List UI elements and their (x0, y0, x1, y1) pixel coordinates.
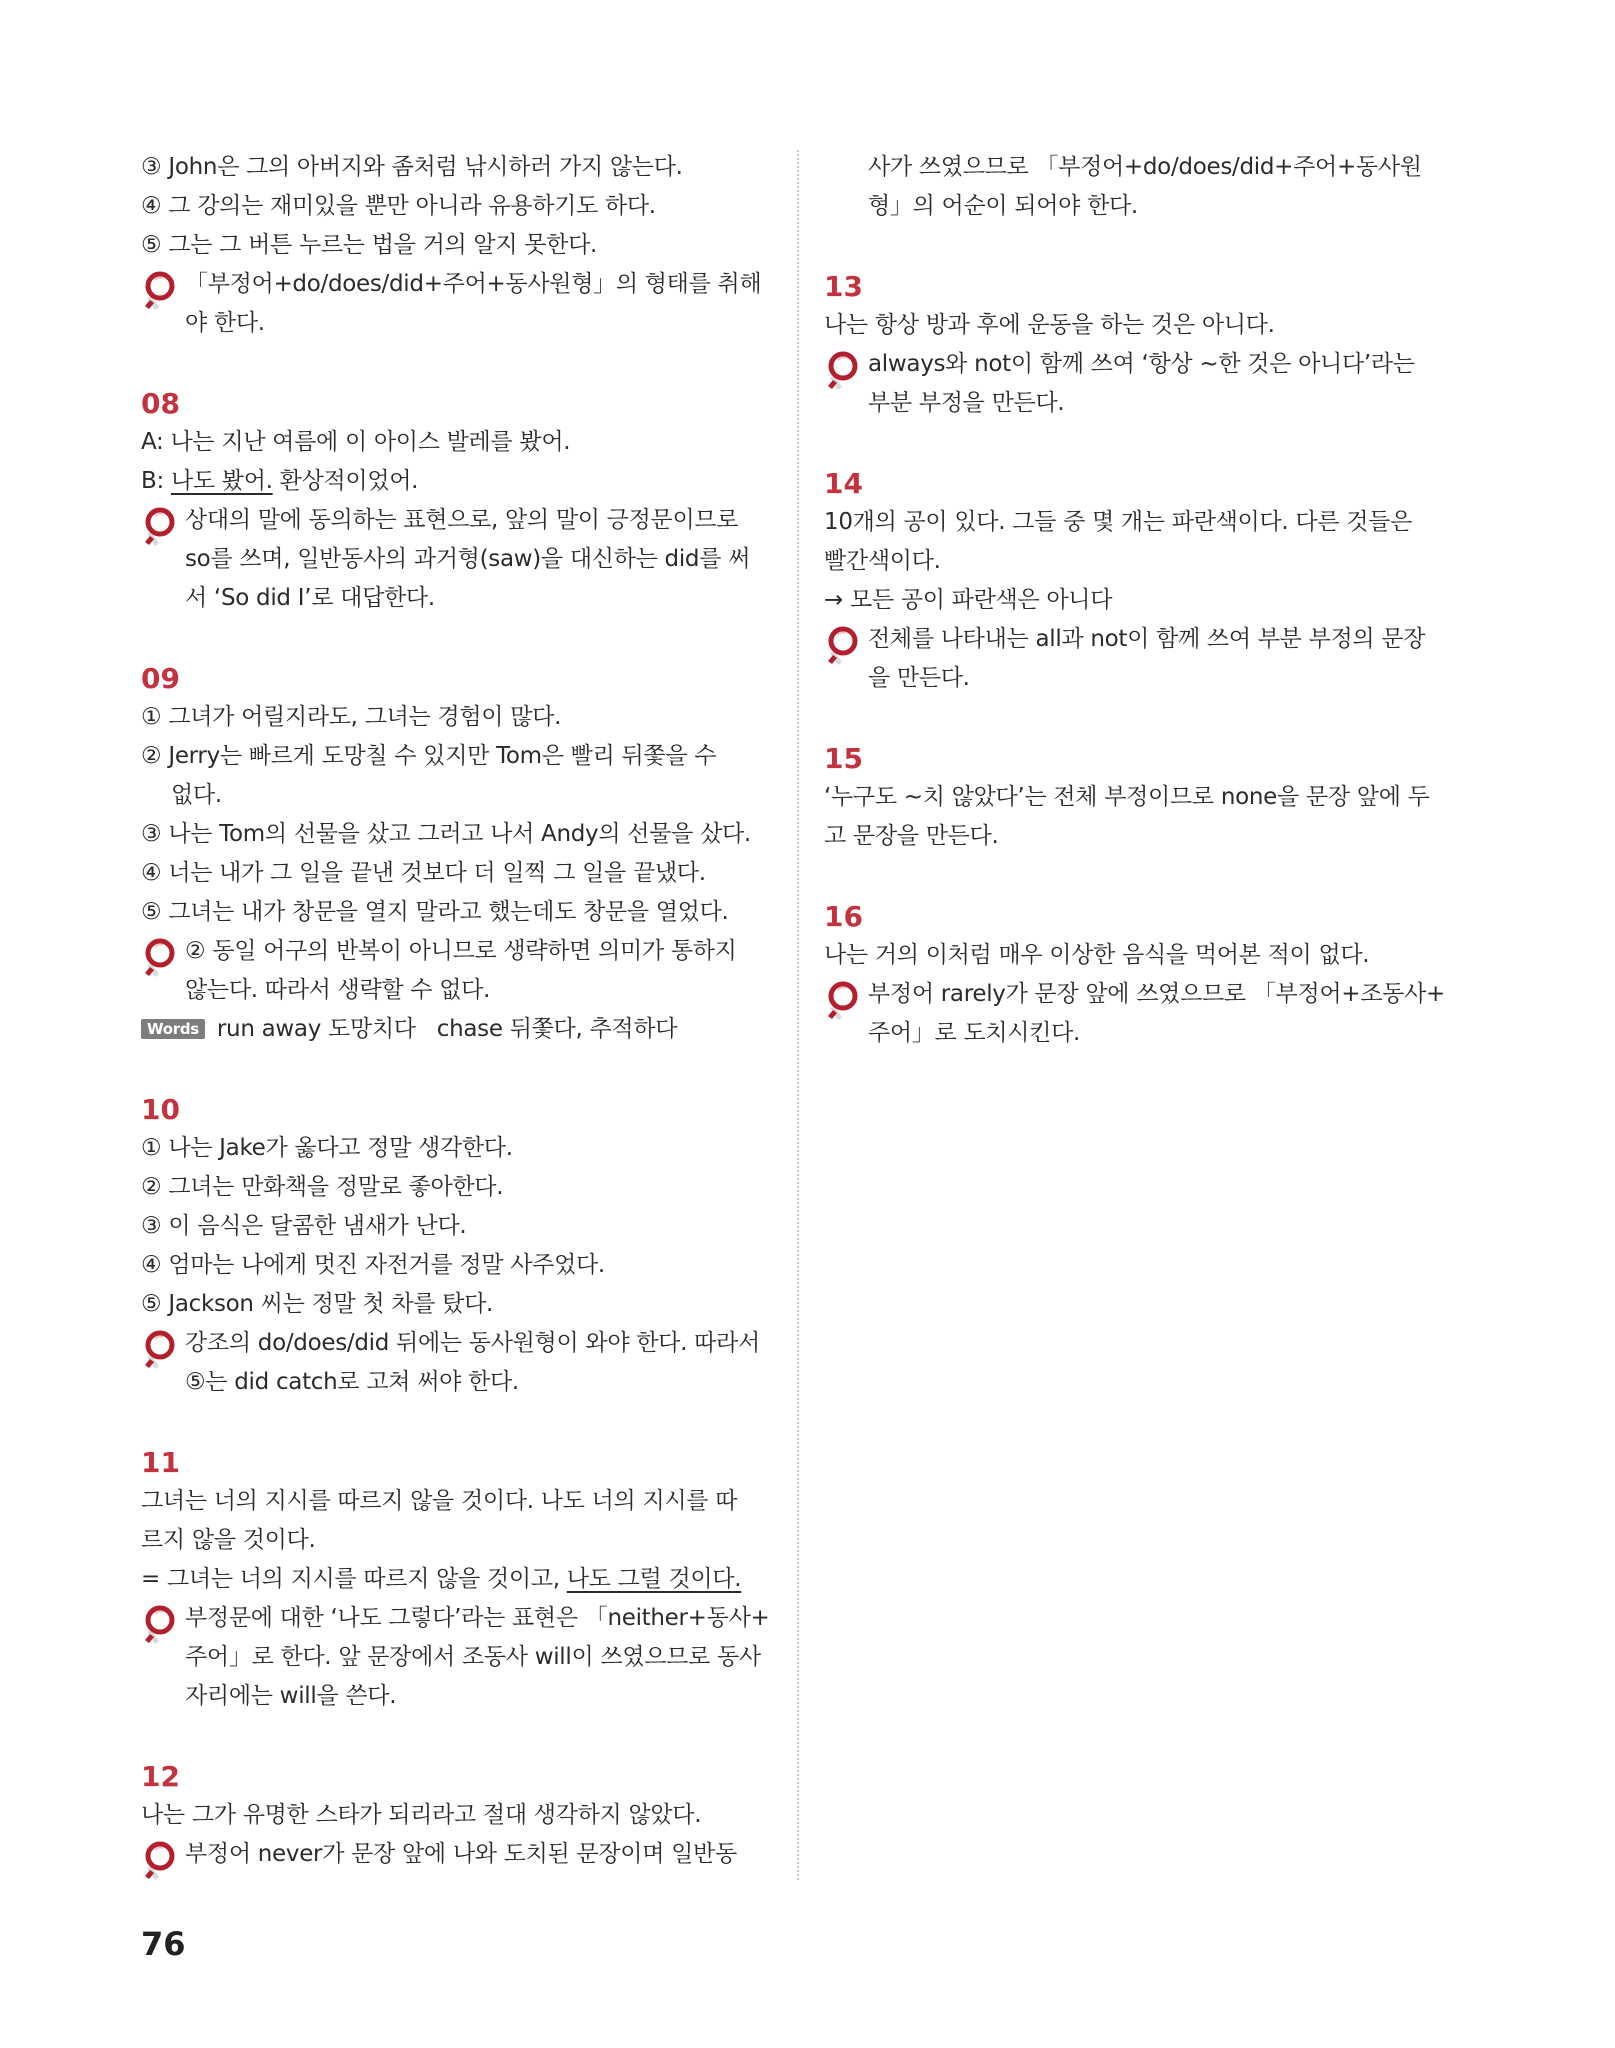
tip-line: 서 ‘So did I’로 대답한다. (185, 585, 435, 611)
tip-line: 않는다. 따라서 생략할 수 없다. (185, 977, 491, 1003)
translation-line: 그녀는 너의 지시를 따르지 않을 것이다. 나도 너의 지시를 따 (141, 1488, 738, 1514)
answer-item: ④ 너는 내가 그 일을 끝낸 것보다 더 일찍 그 일을 끝냈다. (141, 860, 706, 886)
underlined-answer: 나도 봤어. (170, 468, 273, 494)
answer-item: ③ 이 음식은 달콤한 냄새가 난다. (141, 1213, 467, 1239)
tip-block (824, 620, 1456, 698)
dialogue-line (141, 462, 773, 501)
left-column (141, 148, 773, 1874)
translation-line: 10개의 공이 있다. 그들 중 몇 개는 파란색이다. 다른 것들은 (824, 509, 1412, 535)
tip-line: 야 한다. (185, 310, 265, 336)
tip-line: always와 not이 함께 쓰여 ‘항상 ~한 것은 아니다’라는 (868, 351, 1415, 377)
tip-line: ② 동일 어구의 반복이 아니므로 생략하면 의미가 통하지 (185, 938, 737, 964)
dialogue-rest: 환상적이었어. (272, 468, 419, 494)
explanation-line: 고 문장을 만든다. (824, 823, 999, 849)
page-number: 76 (141, 1925, 186, 1963)
answer-item: ⑤ Jackson 씨는 정말 첫 차를 탔다. (141, 1291, 494, 1317)
equivalence-prefix: = 그녀는 너의 지시를 따르지 않을 것이고, (141, 1566, 567, 1592)
answer-item: ⑤ 그는 그 버튼 누르는 법을 거의 알지 못한다. (141, 232, 598, 258)
explanation-line: ‘누구도 ~치 않았다’는 전체 부정이므로 none을 문장 앞에 두 (824, 784, 1430, 810)
answer-item: ④ 엄마는 나에게 멋진 자전거를 정말 사주었다. (141, 1252, 605, 1278)
tip-line: 부정어 rarely가 문장 앞에 쓰였으므로 「부정어+조동사+ (868, 981, 1445, 1007)
tip-block (141, 265, 773, 343)
question-number: 13 (824, 270, 863, 303)
right-column (824, 148, 1456, 1053)
question-number: 16 (824, 900, 863, 933)
tip-line: 전체를 나타내는 all과 not이 함께 쓰여 부분 부정의 문장 (868, 626, 1426, 652)
translation-line: 나는 그가 유명한 스타가 되리라고 절대 생각하지 않았다. (141, 1802, 702, 1828)
tip-block (824, 345, 1456, 423)
underlined-answer: 나도 그럴 것이다. (566, 1566, 742, 1592)
answer-item: ③ 나는 Tom의 선물을 샀고 그러고 나서 Andy의 선물을 샀다. (141, 821, 751, 847)
tip-line: ⑤는 did catch로 고쳐 써야 한다. (185, 1369, 519, 1395)
tip-block (141, 501, 773, 618)
answer-item: ③ John은 그의 아버지와 좀처럼 낚시하러 가지 않는다. (141, 154, 683, 180)
tip-line: so를 쓰며, 일반동사의 과거형(saw)을 대신하는 did를 써 (185, 546, 751, 572)
tip-line: 강조의 do/does/did 뒤에는 동사원형이 와야 한다. 따라서 (185, 1330, 760, 1356)
translation-line: 르지 않을 것이다. (141, 1527, 316, 1553)
tip-line: 부정문에 대한 ‘나도 그렇다’라는 표현은 「neither+동사+ (185, 1605, 770, 1631)
tip-line: 형」의 어순이 되어야 한다. (868, 193, 1138, 219)
dialogue-line: A: 나는 지난 여름에 이 아이스 발레를 봤어. (141, 429, 571, 455)
tip-block (141, 1599, 773, 1716)
question-number: 09 (141, 662, 180, 695)
translation-line: 빨간색이다. (824, 548, 941, 574)
tip-block (141, 932, 773, 1010)
question-number: 14 (824, 467, 863, 500)
question-number: 15 (824, 742, 863, 775)
question-number: 12 (141, 1760, 180, 1793)
column-divider (797, 150, 799, 1880)
tip-line: 「부정어+do/does/did+주어+동사원형」의 형태를 취해 (185, 271, 762, 297)
question-number: 10 (141, 1093, 180, 1126)
tip-line: 사가 쓰였으므로 「부정어+do/does/did+주어+동사원 (868, 154, 1422, 180)
tip-block (824, 975, 1456, 1053)
answer-item: ④ 그 강의는 재미있을 뿐만 아니라 유용하기도 하다. (141, 193, 656, 219)
answer-item: ① 나는 Jake가 옳다고 정말 생각한다. (141, 1135, 513, 1161)
answer-item: ② Jerry는 빠르게 도망칠 수 있지만 Tom은 빨리 뒤쫓을 수 (141, 743, 717, 769)
tip-line: 주어」로 한다. 앞 문장에서 조동사 will이 쓰였으므로 동사 (185, 1644, 761, 1670)
translation-line: 나는 거의 이처럼 매우 이상한 음식을 먹어본 적이 없다. (824, 942, 1370, 968)
speaker-label: B: (141, 468, 171, 494)
equivalence-line (141, 1560, 773, 1599)
tip-line: 부분 부정을 만든다. (868, 390, 1065, 416)
tip-line: 자리에는 will을 쓴다. (185, 1683, 397, 1709)
tip-line: 을 만든다. (868, 665, 970, 691)
translation-line: 나는 항상 방과 후에 운동을 하는 것은 아니다. (824, 312, 1275, 338)
answer-line: → 모든 공이 파란색은 아니다 (824, 587, 1113, 613)
question-number: 08 (141, 387, 180, 420)
question-number: 11 (141, 1446, 180, 1479)
tip-block (141, 1324, 773, 1402)
tip-line: 주어」로 도치시킨다. (868, 1020, 1081, 1046)
answer-item: 없다. (171, 782, 222, 808)
words-line (141, 1010, 773, 1049)
words-tag: Words (141, 1019, 205, 1039)
words-text: run away 도망치다 chase 뒤쫓다, 추적하다 (216, 1016, 678, 1042)
tip-block (141, 1835, 773, 1874)
answer-item: ① 그녀가 어릴지라도, 그녀는 경험이 많다. (141, 704, 562, 730)
answer-item: ⑤ 그녀는 내가 창문을 열지 말라고 했는데도 창문을 열었다. (141, 899, 729, 925)
tip-line: 상대의 말에 동의하는 표현으로, 앞의 말이 긍정문이므로 (185, 507, 739, 533)
answer-item: ② 그녀는 만화책을 정말로 좋아한다. (141, 1174, 504, 1200)
tip-line: 부정어 never가 문장 앞에 나와 도치된 문장이며 일반동 (185, 1841, 737, 1867)
